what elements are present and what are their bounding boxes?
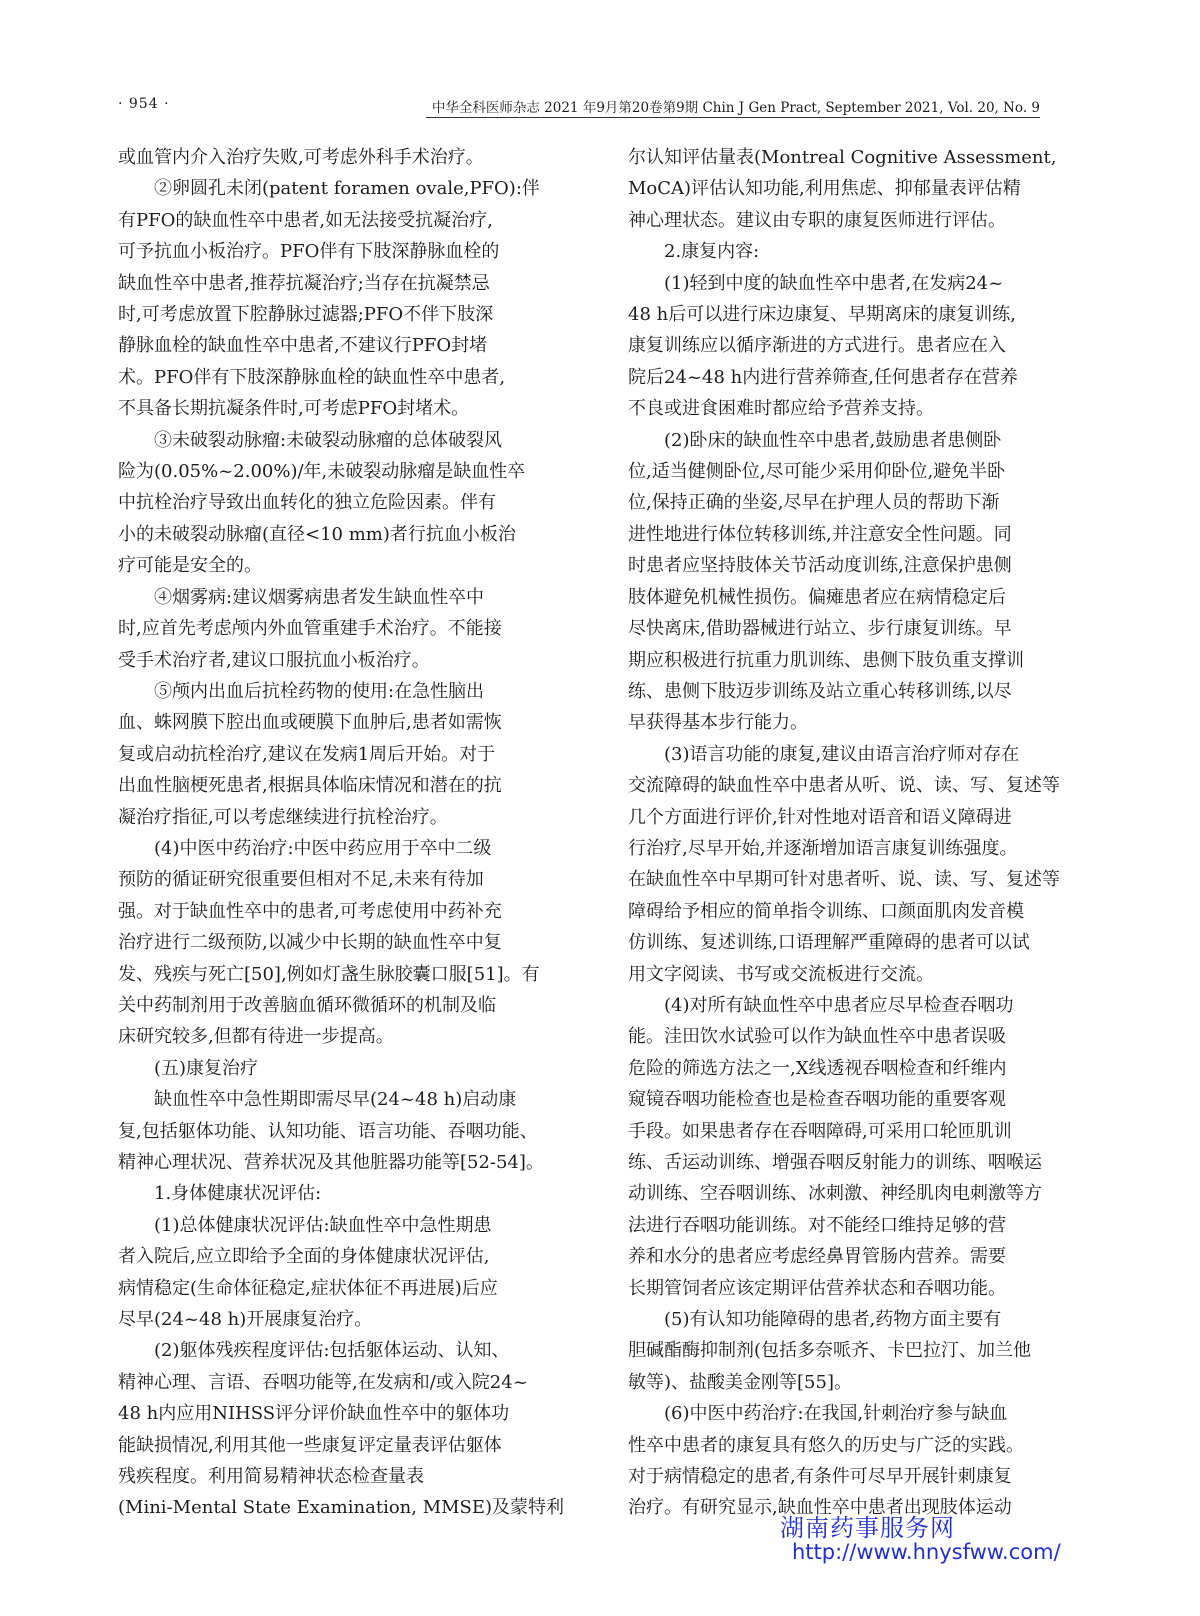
text-line: (5)有认知功能障碍的患者,药物方面主要有 [628, 1309, 1002, 1331]
page-number: · 954 · [118, 96, 170, 112]
text-line: 术。PFO伴有下肢深静脉血栓的缺血性卒中患者, [118, 366, 506, 388]
text-line: 精神心理、言语、吞咽功能等,在发病和/或入院24~ [118, 1371, 528, 1393]
text-line: 出血性脑梗死患者,根据具体临床情况和潜在的抗 [118, 775, 502, 797]
text-line: 缺血性卒中急性期即需尽早(24~48 h)启动康 [118, 1089, 517, 1111]
watermark-site-name: 湖南药事服务网 [780, 1514, 955, 1542]
text-line: (1)轻到中度的缺血性卒中患者,在发病24~ [628, 272, 1004, 294]
text-line: 血、蛛网膜下腔出血或硬膜下血肿后,患者如需恢 [118, 712, 502, 734]
text-line: (4)对所有缺血性卒中患者应尽早检查吞咽功 [628, 994, 1014, 1016]
text-line: 期应积极进行抗重力肌训练、患侧下肢负重支撑训 [628, 649, 1024, 671]
text-line: 窥镜吞咽功能检查也是检查吞咽功能的重要客观 [628, 1089, 1006, 1111]
text-line: (3)语言功能的康复,建议由语言治疗师对存在 [628, 743, 1020, 765]
text-line: 能缺损情况,利用其他一些康复评定量表评估躯体 [118, 1434, 502, 1456]
text-line: 尽早(24~48 h)开展康复治疗。 [118, 1309, 373, 1331]
text-line: (Mini-Mental State Examination, MMSE)及蒙特利 [118, 1497, 565, 1519]
text-line: 小的未破裂动脉瘤(直径<10 mm)者行抗血小板治 [118, 523, 516, 545]
text-line: 治疗。有研究显示,缺血性卒中患者出现肢体运动 [628, 1497, 1012, 1519]
text-line: 或血管内介入治疗失败,可考虑外科手术治疗。 [118, 147, 484, 168]
text-line: 1.身体健康状况评估: [118, 1183, 322, 1205]
text-line: 时,可考虑放置下腔静脉过滤器;PFO不伴下肢深 [118, 304, 494, 326]
text-line: 长期管饲者应该定期评估营养状态和吞咽功能。 [628, 1277, 1006, 1299]
text-line: 练、患侧下肢迈步训练及站立重心转移训练,以尽 [628, 680, 1012, 702]
text-line: 可予抗血小板治疗。PFO伴有下肢深静脉血栓的 [118, 241, 500, 263]
text-line: 尽快离床,借助器械进行站立、步行康复训练。早 [628, 618, 1012, 640]
text-line: 中抗栓治疗导致出血转化的独立危险因素。伴有 [118, 492, 496, 514]
text-line: 疗可能是安全的。 [118, 555, 262, 577]
text-line: (2)躯体残疾程度评估:包括躯体运动、认知、 [118, 1340, 510, 1362]
text-line: 不良或进食困难时都应给予营养支持。 [628, 398, 934, 420]
text-line: (2)卧床的缺血性卒中患者,鼓励患者患侧卧 [628, 429, 1002, 451]
text-line: 精神心理状况、营养状况及其他脏器功能等[52-54]。 [118, 1152, 544, 1173]
text-line: 危险的筛选方法之一,X线透视吞咽检查和纤维内 [628, 1057, 1007, 1079]
text-line: 复,包括躯体功能、认知功能、语言功能、吞咽功能、 [118, 1120, 538, 1142]
text-line: 交流障碍的缺血性卒中患者从听、说、读、写、复述等 [628, 775, 1060, 797]
text-line: 位,适当健侧卧位,尽可能少采用仰卧位,避免半卧 [628, 461, 1006, 483]
text-line: ⑤颅内出血后抗栓药物的使用:在急性脑出 [118, 680, 485, 702]
text-line: 性卒中患者的康复具有悠久的历史与广泛的实践。 [628, 1434, 1024, 1456]
text-line: (五)康复治疗 [118, 1057, 259, 1079]
text-line: 48 h后可以进行床边康复、早期离床的康复训练, [628, 304, 1016, 326]
text-line: 床研究较多,但都有待进一步提高。 [118, 1026, 394, 1048]
text-line: (4)中医中药治疗:中医中药应用于卒中二级 [118, 837, 492, 859]
text-line: 关中药制剂用于改善脑血循环微循环的机制及临 [118, 994, 496, 1016]
text-line: 预防的循证研究很重要但相对不足,未来有待加 [118, 869, 484, 891]
text-line: ②卵圆孔未闭(patent foramen ovale,PFO):伴 [118, 178, 540, 200]
text-line: 者入院后,应立即给予全面的身体健康状况评估, [118, 1246, 490, 1268]
text-line: 有PFO的缺血性卒中患者,如无法接受抗凝治疗, [118, 209, 493, 231]
text-line: 几个方面进行评价,针对性地对语音和语义障碍进 [628, 806, 1012, 828]
text-line: 对于病情稳定的患者,有条件可尽早开展针刺康复 [628, 1466, 1012, 1488]
text-line: 胆碱酯酶抑制剂(包括多奈哌齐、卡巴拉汀、加兰他 [628, 1340, 1032, 1362]
text-line: 练、舌运动训练、增强吞咽反射能力的训练、咽喉运 [628, 1152, 1042, 1173]
text-line: 神心理状态。建议由专职的康复医师进行评估。 [628, 209, 1006, 231]
text-line: 病情稳定(生命体征稳定,症状体征不再进展)后应 [118, 1277, 498, 1299]
text-line: 养和水分的患者应考虑经鼻胃管肠内营养。需要 [628, 1246, 1006, 1268]
text-line: ④烟雾病:建议烟雾病患者发生缺血性卒中 [118, 586, 485, 608]
text-line: 受手术治疗者,建议口服抗血小板治疗。 [118, 649, 430, 671]
text-line: 治疗进行二级预防,以减少中长期的缺血性卒中复 [118, 932, 502, 954]
text-line: 尔认知评估量表(Montreal Cognitive Assessment, [628, 147, 1057, 168]
text-line: 院后24~48 h内进行营养筛查,任何患者存在营养 [628, 366, 1018, 388]
text-line: MoCA)评估认知功能,利用焦虑、抑郁量表评估精 [628, 178, 1021, 200]
text-line: 静脉血栓的缺血性卒中患者,不建议行PFO封堵 [118, 335, 488, 357]
journal-citation: 中华全科医师杂志 2021 年9月第20卷第9期 Chin J Gen Pract, September 2021, Vol. 20, No. 9 [431, 100, 1040, 116]
text-line: 在缺血性卒中早期可针对患者听、说、读、写、复述等 [628, 869, 1060, 891]
text-line: 时,应首先考虑颅内外血管重建手术治疗。不能接 [118, 618, 502, 640]
text-line: 险为(0.05%~2.00%)/年,未破裂动脉瘤是缺血性卒 [118, 461, 526, 483]
text-line: 48 h内应用NIHSS评分评价缺血性卒中的躯体功 [118, 1403, 510, 1425]
text-line: 位,保持正确的坐姿,尽早在护理人员的帮助下渐 [628, 492, 1000, 514]
text-line: 康复训练应以循序渐进的方式进行。患者应在入 [628, 335, 1006, 357]
text-line: 行治疗,尽早开始,并逐渐增加语言康复训练强度。 [628, 837, 1018, 859]
text-line: 法进行吞咽功能训练。对不能经口维持足够的营 [628, 1214, 1006, 1236]
text-line: 用文字阅读、书写或交流板进行交流。 [628, 963, 934, 985]
text-line: 能。洼田饮水试验可以作为缺血性卒中患者误吸 [628, 1026, 1006, 1048]
text-line: 复或启动抗栓治疗,建议在发病1周后开始。对于 [118, 743, 496, 765]
text-line: 动训练、空吞咽训练、冰刺激、神经肌肉电刺激等方 [628, 1183, 1042, 1205]
text-line: 不具备长期抗凝条件时,可考虑PFO封堵术。 [118, 398, 470, 420]
left-column [118, 142, 570, 1524]
text-line: 2.康复内容: [628, 241, 760, 263]
text-line: 时患者应坚持肢体关节活动度训练,注意保护患侧 [628, 555, 1012, 577]
text-line: 仿训练、复述训练,口语理解严重障碍的患者可以试 [628, 932, 1030, 954]
text-line: 手段。如果患者存在吞咽障碍,可采用口轮匝肌训 [628, 1120, 1012, 1142]
text-line: 障碍给予相应的简单指令训练、口颜面肌肉发音模 [628, 900, 1024, 922]
text-line: 进性地进行体位转移训练,并注意安全性问题。同 [628, 523, 1012, 545]
text-line: 发、残疾与死亡[50],例如灯盏生脉胶囊口服[51]。有 [118, 963, 540, 985]
right-column [628, 142, 1080, 1524]
text-line: (6)中医中药治疗:在我国,针刺治疗参与缺血 [628, 1403, 1008, 1425]
text-line: 早获得基本步行能力。 [628, 712, 808, 734]
text-line: ③未破裂动脉瘤:未破裂动脉瘤的总体破裂风 [118, 429, 503, 451]
text-line: (1)总体健康状况评估:缺血性卒中急性期患 [118, 1214, 492, 1236]
text-line: 凝治疗指征,可以考虑继续进行抗栓治疗。 [118, 806, 448, 828]
text-line: 肢体避免机械性损伤。偏瘫患者应在病情稳定后 [628, 586, 1006, 608]
text-line: 敏等)、盐酸美金刚等[55]。 [628, 1371, 852, 1393]
text-line: 缺血性卒中患者,推荐抗凝治疗;当存在抗凝禁忌 [118, 272, 490, 294]
text-line: 强。对于缺血性卒中的患者,可考虑使用中药补充 [118, 900, 502, 922]
running-header [118, 96, 1040, 118]
text-line: 残疾程度。利用简易精神状态检查量表 [118, 1466, 424, 1488]
watermark-url: http://www.hnysfww.com/ [792, 1540, 1061, 1564]
header-rule [426, 117, 1040, 118]
